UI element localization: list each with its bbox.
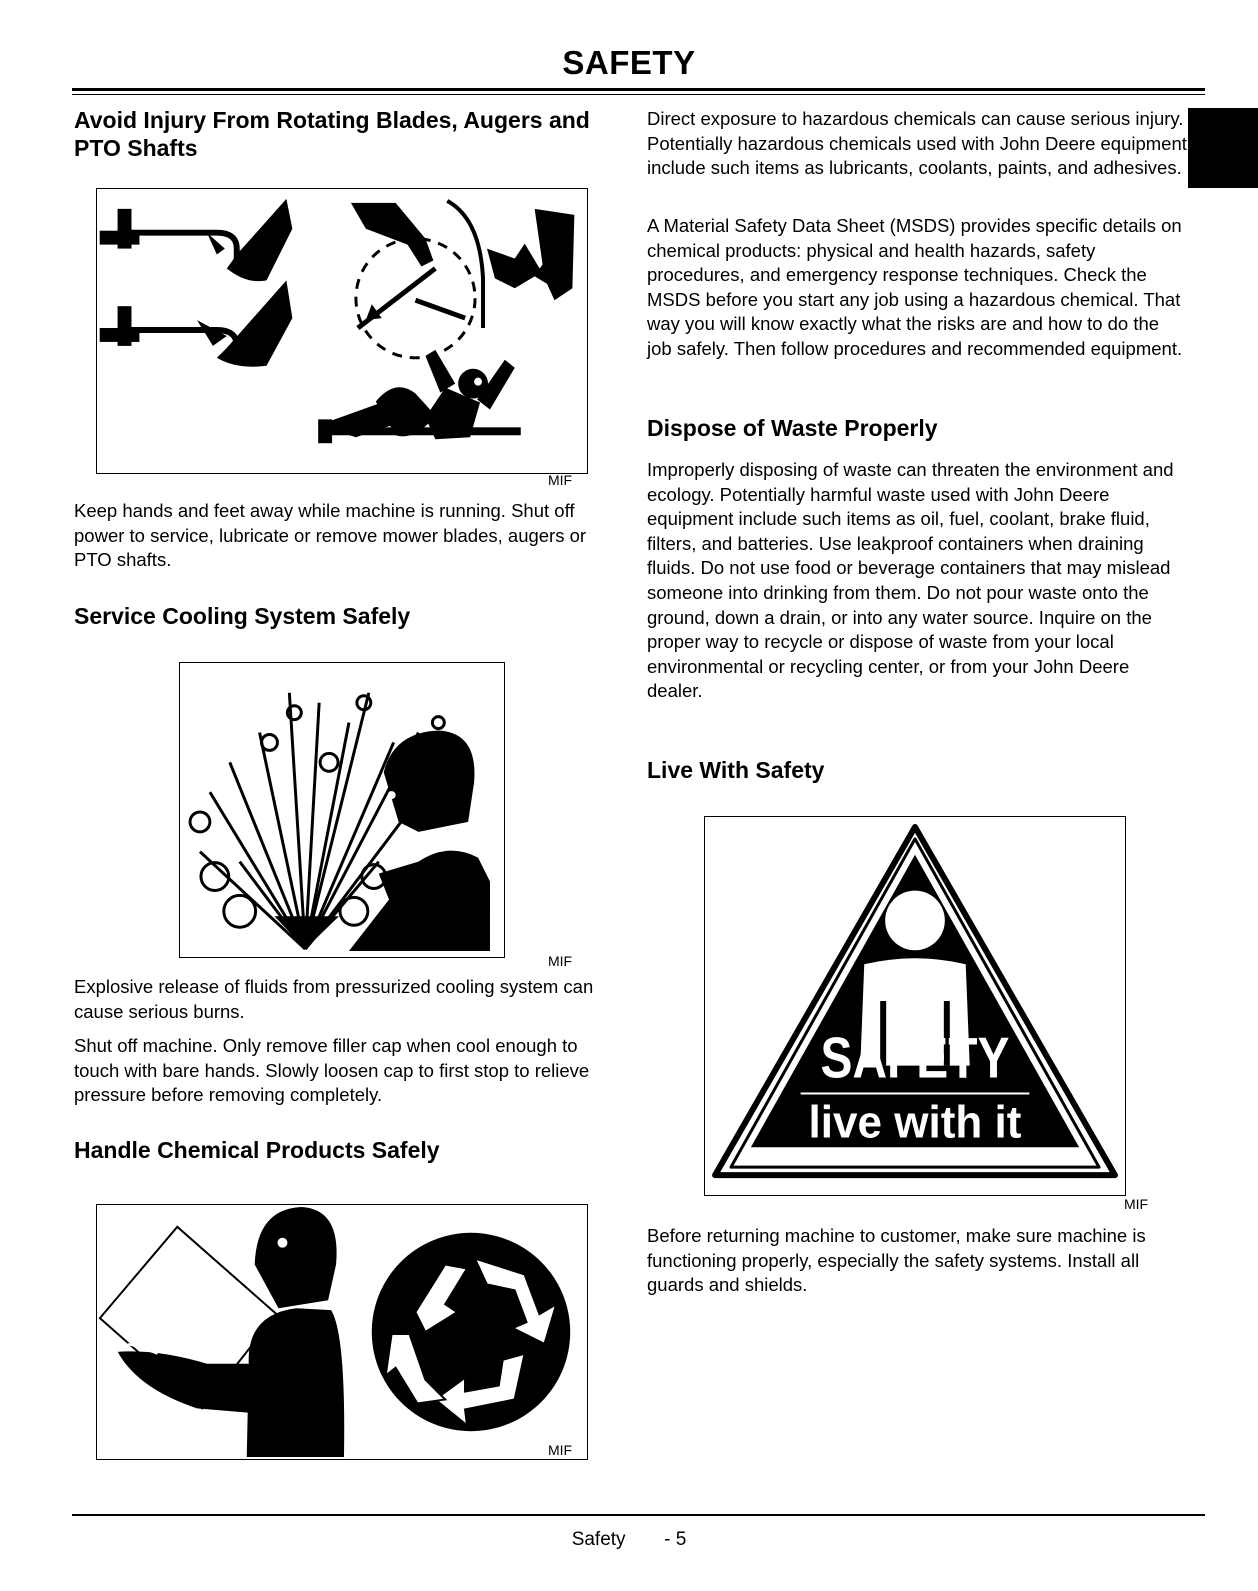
body-cooling-2: Shut off machine. Only remove filler cap when cool enough to touch with bare hands. Slowly loosen cap to first stop to relieve pressure before removing completely. <box>74 1035 590 1106</box>
figure-chemical-products <box>96 1204 588 1460</box>
heading-live-with-safety: Live With Safety <box>647 757 825 783</box>
header-rule <box>72 88 1205 91</box>
sign-tagline: live with it <box>808 1096 1022 1148</box>
body-cooling-1: Explosive release of fluids from pressurized cooling system can cause serious burns. <box>74 976 594 1022</box>
figure-live-with-safety <box>704 816 1126 1196</box>
header-rule-thin <box>72 94 1205 95</box>
rotating-blades-illustration <box>97 189 587 473</box>
heading-cooling-system: Service Cooling System Safely <box>74 603 411 629</box>
heading-rotating-blades: Avoid Injury From Rotating Blades, Augers and PTO Shafts <box>74 107 590 161</box>
figure-label: MIF <box>1124 1196 1149 1212</box>
footer <box>0 1529 1258 1551</box>
figure-label: MIF <box>548 1442 573 1458</box>
figure-label: MIF <box>548 953 573 969</box>
page-title: SAFETY <box>562 44 696 81</box>
body-live-with-safety: Before returning machine to customer, make sure machine is functioning properly, especially the safety systems. Install all guards and shields. <box>647 1225 1146 1296</box>
figure-cooling-system <box>179 662 505 958</box>
body-dispose-waste: Improperly disposing of waste can threaten the environment and ecology. Potentially harmful waste used with John Deere equipment include such items as oil, fuel, coolant, brake fluid, filters, and batteries. Use leakproof containers when draining fluids. Do not use food or beverage containers that may mislead someone into drinking from them. Do not pour waste onto the ground, down a drain, or into any water source. Inquire on the proper way to recycle or dispose of waste from your local environmental or recycling center, or from your John Deere dealer. <box>647 459 1174 702</box>
heading-dispose-waste: Dispose of Waste Properly <box>647 415 938 441</box>
chemical-handling-illustration <box>97 1205 587 1459</box>
sign-word: SAFETY <box>820 1026 1010 1091</box>
body-chemical-2: A Material Safety Data Sheet (MSDS) provides specific details on chemical products: physical and health hazards, safety procedures, and emergency response techniques. Check the MSDS before you start any job using a hazardous chemical. That way you will know exactly what the risks are and how to do the job safely. Then follow procedures and recommended equipment. <box>647 215 1183 359</box>
heading-chemical-products: Handle Chemical Products Safely <box>74 1137 440 1163</box>
figure-label: MIF <box>548 472 573 488</box>
body-chemical-1: Direct exposure to hazardous chemicals can cause serious injury. Potentially hazardous chemicals used with John Deere equipment include such items as lubricants, coolants, paints, and adhesives. <box>647 108 1187 179</box>
footer-section: Safety <box>571 1529 626 1550</box>
footer-rule <box>72 1514 1205 1516</box>
section-thumb-tab <box>1188 108 1258 188</box>
cooling-burst-illustration <box>180 663 504 957</box>
footer-page-number: - 5 <box>664 1529 687 1550</box>
figure-rotating-blades <box>96 188 588 474</box>
body-rotating-blades: Keep hands and feet away while machine is running. Shut off power to service, lubricate or remove mower blades, augers or PTO shafts. <box>74 500 587 571</box>
safety-sign-illustration <box>705 817 1125 1195</box>
